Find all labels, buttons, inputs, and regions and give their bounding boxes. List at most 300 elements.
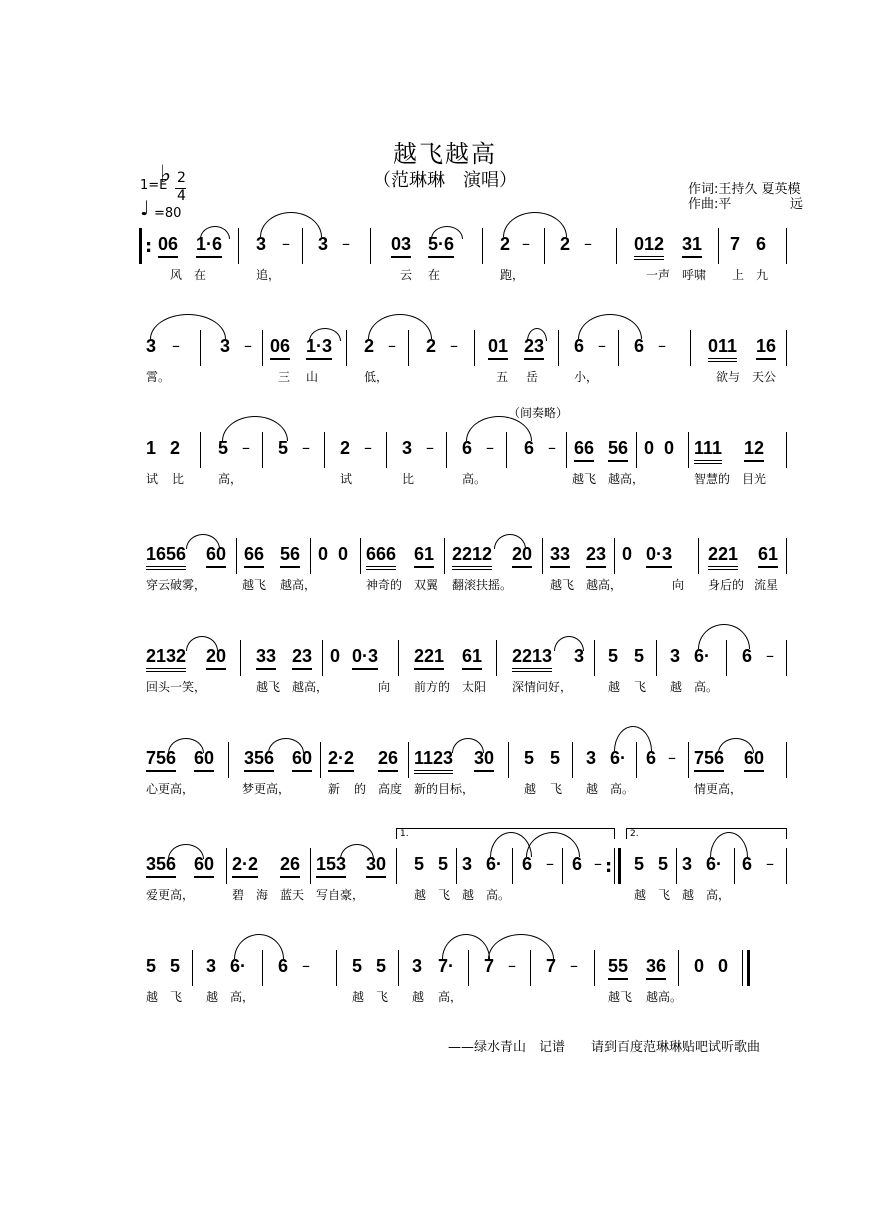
note-group: – — [668, 748, 676, 767]
barline — [566, 432, 567, 468]
barline — [238, 228, 239, 264]
lyric: 飞 — [550, 782, 563, 796]
final-barline — [747, 950, 750, 986]
lyric: 试 — [146, 472, 159, 486]
lyric: 蓝天 — [280, 888, 305, 902]
lyric: 在 — [428, 268, 441, 282]
note-group: 3 — [462, 854, 473, 874]
lyric: 前方的 — [414, 680, 451, 694]
note-group: 2·2 — [232, 854, 258, 878]
lyric: 太阳 — [462, 680, 487, 694]
lyric: 岳 — [526, 370, 539, 384]
note-group: – — [388, 336, 396, 355]
lyric: 高， — [706, 888, 731, 902]
note-group: 3 — [206, 956, 217, 976]
note-group: 6 — [462, 438, 473, 458]
note-group: – — [450, 336, 458, 355]
time-signature-numerator: 2 — [177, 170, 186, 186]
barline — [262, 432, 263, 468]
lyric: 越 — [352, 990, 365, 1004]
slur-icon — [200, 226, 230, 239]
note-group: 7· — [438, 956, 455, 976]
barline — [786, 538, 787, 574]
lyric: 目光 — [742, 472, 767, 486]
note-group: 60 — [292, 748, 312, 772]
lyric: 身后的 — [708, 578, 745, 592]
note-group: 5 — [658, 854, 669, 874]
note-group: 2 — [170, 438, 181, 458]
note-group: – — [766, 854, 774, 873]
note-group: 2 — [340, 438, 351, 458]
note-group: 5 — [352, 956, 363, 976]
barline — [226, 848, 227, 884]
barline — [444, 538, 445, 574]
barline — [398, 950, 399, 986]
slur-icon — [503, 212, 567, 237]
note-group: 5 — [634, 646, 645, 666]
barline — [512, 848, 513, 884]
lyric: 情更高， — [694, 782, 743, 796]
barline — [562, 848, 563, 884]
barline — [786, 742, 787, 778]
barline — [786, 848, 787, 884]
lyric: 风 — [170, 268, 183, 282]
lyric: 高， — [230, 990, 255, 1004]
note-group: 5 — [170, 956, 181, 976]
barline — [558, 330, 559, 366]
lyric: 高。 — [486, 888, 511, 902]
lyric: 三 — [278, 370, 291, 384]
lyric: 霄。 — [146, 370, 171, 384]
note-group: 5 — [634, 854, 645, 874]
note-group: 3 — [146, 336, 157, 356]
barline — [734, 848, 735, 884]
lyric: 越高。 — [646, 990, 683, 1004]
lyric: 越 — [146, 990, 159, 1004]
time-signature-denominator: 4 — [177, 188, 186, 204]
tempo-marking: =80 — [154, 206, 182, 221]
note-group: 5 — [146, 956, 157, 976]
note-group: 6 — [742, 646, 753, 666]
note-group: – — [486, 438, 494, 457]
lyric: 越飞 — [550, 578, 575, 592]
lyric: 越 — [412, 990, 425, 1004]
note-group: 60 — [194, 748, 214, 772]
note-group: 56 — [608, 438, 628, 462]
note-group: 23 — [586, 544, 606, 568]
lyric: 越 — [462, 888, 475, 902]
note-group: 2212 — [452, 544, 492, 570]
note-group: 1 — [146, 438, 157, 458]
note-group: 60 — [744, 748, 764, 772]
barline — [408, 330, 409, 366]
barline — [614, 848, 615, 884]
note-group: 20 — [206, 646, 226, 670]
lyric: 跑， — [500, 268, 525, 282]
note-group: 6· — [230, 956, 247, 976]
barline — [262, 330, 263, 366]
lyric: 追， — [256, 268, 281, 282]
note-group: – — [658, 336, 666, 355]
barline — [594, 640, 595, 676]
barline — [336, 950, 337, 986]
flat-icon: ♭ — [160, 160, 172, 188]
volta-2: 2. — [626, 828, 787, 839]
note-group: – — [546, 854, 554, 873]
barline — [228, 742, 229, 778]
score-row-1 — [0, 228, 890, 318]
slur-icon — [168, 738, 204, 753]
lyric: 写自豪， — [316, 888, 365, 902]
barline — [594, 950, 595, 986]
note-group: 0 — [338, 544, 349, 564]
lyric: 低， — [364, 370, 389, 384]
note-group: 33 — [256, 646, 276, 670]
barline — [346, 330, 347, 366]
lyric: 向 — [672, 578, 685, 592]
note-group: 012 — [634, 234, 664, 260]
note-group: 0 — [694, 956, 705, 976]
note-group: 5 — [414, 854, 425, 874]
barline — [236, 538, 237, 574]
lyric: 飞 — [170, 990, 183, 1004]
note-group: – — [522, 234, 530, 253]
note-group: 0·3 — [646, 544, 672, 568]
slur-icon — [340, 844, 374, 859]
slur-icon — [268, 738, 304, 753]
slur-icon — [168, 844, 204, 859]
slur-icon — [260, 212, 322, 237]
lyric: 爱更高， — [146, 888, 195, 902]
lyric: 梦更高， — [242, 782, 291, 796]
note-group: 26 — [378, 748, 398, 772]
lyric: 比 — [172, 472, 185, 486]
note-group: 6· — [486, 854, 503, 874]
lyric: 越 — [682, 888, 695, 902]
barline — [542, 538, 543, 574]
note-group: 756 — [694, 748, 724, 772]
lyric: 越 — [586, 782, 599, 796]
repeat-dots-icon: : — [605, 856, 613, 877]
barline — [572, 742, 573, 778]
note-group: 0 — [330, 646, 341, 666]
song-title: 越飞越高 — [393, 140, 497, 168]
barline — [506, 432, 507, 468]
repeat-start-barline — [139, 228, 142, 264]
slur-icon — [309, 328, 341, 341]
barline — [320, 742, 321, 778]
note-group: 756 — [146, 748, 176, 772]
volta-1: 1. — [396, 828, 615, 839]
lyric: 翻滚扶摇。 — [452, 578, 513, 592]
note-group: – — [302, 956, 310, 975]
note-group: – — [364, 438, 372, 457]
barline — [698, 538, 699, 574]
barline — [408, 742, 409, 778]
lyric: 小， — [574, 370, 599, 384]
note-group: 16 — [756, 336, 776, 360]
note-group: 12 — [744, 438, 764, 462]
lyric: 呼啸 — [682, 268, 707, 282]
slur-icon — [452, 738, 484, 753]
note-group: 23 — [292, 646, 312, 670]
note-group: 5·6 — [428, 234, 454, 258]
lyric: 五 — [496, 370, 509, 384]
barline — [786, 330, 787, 366]
score-row-8 — [0, 950, 890, 1040]
note-group: 5 — [218, 438, 229, 458]
note-group: – — [302, 438, 310, 457]
lyric: 新的目标， — [414, 782, 475, 796]
note-group: 61 — [414, 544, 434, 568]
lyric: 越飞 — [256, 680, 281, 694]
quarter-note-icon: ♩ — [140, 196, 150, 220]
note-group: 30 — [474, 748, 494, 772]
lyric: 天公 — [752, 370, 777, 384]
lyric: 九 — [756, 268, 769, 282]
barline — [310, 538, 311, 574]
barline — [360, 538, 361, 574]
barline — [262, 950, 263, 986]
note-group: 2 — [500, 234, 511, 254]
repeat-end-barline — [618, 848, 621, 884]
score-row-7 — [0, 829, 890, 938]
score-row-2 — [0, 330, 890, 420]
note-group: 6 — [742, 854, 753, 874]
note-group: 356 — [244, 748, 274, 772]
lyric: 高， — [218, 472, 243, 486]
lyric: 新 — [328, 782, 341, 796]
lyric: 心更高， — [146, 782, 195, 796]
barline — [636, 742, 637, 778]
note-group: – — [244, 336, 252, 355]
note-group: 3 — [682, 854, 693, 874]
note-group: 06 — [270, 336, 290, 360]
slur-icon — [431, 226, 463, 239]
note-group: 36 — [646, 956, 666, 980]
lyric: 比 — [402, 472, 415, 486]
note-group: 666 — [366, 544, 396, 570]
lyric: 越 — [670, 680, 683, 694]
lyric: 越高， — [292, 680, 329, 694]
lyric: 飞 — [438, 888, 451, 902]
lyric: 越飞 — [242, 578, 267, 592]
score-row-5 — [0, 640, 890, 730]
barline — [322, 640, 323, 676]
barline — [302, 228, 303, 264]
barline — [192, 950, 193, 986]
note-group: 5 — [608, 646, 619, 666]
note-group: 6· — [706, 854, 723, 874]
note-group: 2132 — [146, 646, 186, 672]
note-group: 5 — [550, 748, 561, 768]
note-group: 61 — [462, 646, 482, 670]
barline — [468, 950, 469, 986]
lyric: 越 — [634, 888, 647, 902]
lyric: 回头一笑， — [146, 680, 207, 694]
note-group: – — [508, 956, 516, 975]
barline — [718, 228, 719, 264]
barline — [310, 848, 311, 884]
note-group: 6 — [522, 854, 533, 874]
note-group: 6 — [634, 336, 645, 356]
barline — [200, 330, 201, 366]
note-group: 61 — [758, 544, 778, 568]
note-group: 2 — [560, 234, 571, 254]
note-group: 6 — [572, 854, 583, 874]
lyric: 越高， — [280, 578, 317, 592]
note-group: 30 — [366, 854, 386, 878]
score-row-4 — [0, 538, 890, 628]
note-group: 0 — [664, 438, 675, 458]
note-group: 6 — [278, 956, 289, 976]
slur-icon — [494, 534, 526, 549]
barline — [456, 848, 457, 884]
barline — [200, 432, 201, 468]
note-group: 6 — [574, 336, 585, 356]
note-group: 0 — [318, 544, 329, 564]
score-row-6 — [0, 742, 890, 832]
slur-icon — [718, 738, 754, 753]
note-group: 3 — [670, 646, 681, 666]
note-group: 2 — [364, 336, 375, 356]
barline — [690, 330, 691, 366]
barline — [688, 742, 689, 778]
composer-credit: 作曲:平 — [688, 197, 732, 212]
note-group: 3 — [574, 646, 585, 666]
note-group: 011 — [708, 336, 737, 362]
note-group: 7 — [484, 956, 495, 976]
lyric: 山 — [306, 370, 319, 384]
note-group: – — [548, 438, 556, 457]
song-subtitle: （范琳琳 演唱） — [373, 170, 517, 191]
barline — [616, 228, 617, 264]
note-group: – — [594, 854, 602, 873]
lyric: 越 — [608, 680, 621, 694]
lyric: 双翼 — [414, 578, 439, 592]
lyric: 越高， — [608, 472, 645, 486]
lyric: 穿云破雾， — [146, 578, 207, 592]
note-group: 31 — [682, 234, 702, 258]
composer-credit-tail: 远 — [790, 197, 804, 212]
barline — [742, 950, 743, 986]
lyric: 智慧的 — [694, 472, 731, 486]
lyric: 越飞 — [572, 472, 597, 486]
note-group: – — [282, 234, 290, 253]
lyric: 高。 — [610, 782, 635, 796]
note-group: 221 — [414, 646, 444, 670]
note-group: 221 — [708, 544, 738, 570]
note-group: 3 — [586, 748, 597, 768]
note-group: 7 — [546, 956, 557, 976]
note-group: 1123 — [414, 748, 453, 774]
barline — [386, 432, 387, 468]
note-group: 5 — [278, 438, 289, 458]
note-group: 3 — [220, 336, 231, 356]
barline — [678, 950, 679, 986]
note-group: 0 — [718, 956, 729, 976]
lyric: 越 — [524, 782, 537, 796]
note-group: 2 — [426, 336, 437, 356]
lyric: 一声 — [646, 268, 671, 282]
barline — [446, 432, 447, 468]
note-group: 26 — [280, 854, 300, 878]
note-group: 23 — [524, 336, 544, 360]
barline — [370, 228, 371, 264]
barline — [474, 330, 475, 366]
note-group: 7 — [730, 234, 741, 254]
lyric: 试 — [340, 472, 353, 486]
barline — [496, 640, 497, 676]
note-group: 0 — [644, 438, 655, 458]
note-group: – — [598, 336, 606, 355]
barline — [656, 640, 657, 676]
lyric: 高。 — [462, 472, 487, 486]
note-group: – — [242, 438, 250, 457]
lyric: 云 — [400, 268, 413, 282]
key-signature: 1=E — [140, 178, 168, 193]
interlude-note: （间奏略） — [508, 406, 569, 420]
note-group: 6· — [694, 646, 711, 666]
lyricist-credit: 作词:王持久 夏英模 — [688, 182, 801, 197]
barline — [482, 228, 483, 264]
barline — [786, 640, 787, 676]
note-group: 1·6 — [196, 234, 222, 258]
slur-icon — [186, 534, 220, 549]
note-group: 1656 — [146, 544, 186, 570]
barline — [508, 742, 509, 778]
note-group: 6 — [756, 234, 767, 254]
note-group: 5 — [376, 956, 387, 976]
note-group: 0·3 — [352, 646, 378, 670]
barline — [786, 432, 787, 468]
note-group: 66 — [574, 438, 594, 462]
barline — [786, 228, 787, 264]
barline — [614, 538, 615, 574]
repeat-dots-icon: : — [145, 236, 153, 257]
note-group: 03 — [391, 234, 411, 258]
lyric: 高， — [438, 990, 463, 1004]
lyric: 欲与 — [716, 370, 741, 384]
note-group: – — [766, 646, 774, 665]
barline — [396, 848, 397, 884]
barline — [726, 640, 727, 676]
note-group: – — [172, 336, 180, 355]
note-group: 3 — [402, 438, 413, 458]
note-group: 0 — [622, 544, 633, 564]
note-group: 55 — [608, 956, 628, 980]
lyric: 飞 — [376, 990, 389, 1004]
slur-icon — [186, 636, 218, 651]
lyric: 越 — [414, 888, 427, 902]
note-group: – — [342, 234, 350, 253]
note-group: 3 — [318, 234, 329, 254]
note-group: 06 — [158, 234, 178, 258]
note-group: 2213 — [512, 646, 552, 672]
note-group: 6 — [646, 748, 657, 768]
note-group: 33 — [550, 544, 570, 568]
note-group: 153 — [316, 854, 346, 878]
lyric: 在 — [194, 268, 207, 282]
note-group: 56 — [280, 544, 300, 568]
lyric: 流星 — [754, 578, 779, 592]
note-group: 111 — [694, 438, 722, 464]
barline — [530, 950, 531, 986]
note-group: – — [426, 438, 434, 457]
note-group: 3 — [256, 234, 267, 254]
barline — [240, 640, 241, 676]
note-group: 6 — [524, 438, 535, 458]
